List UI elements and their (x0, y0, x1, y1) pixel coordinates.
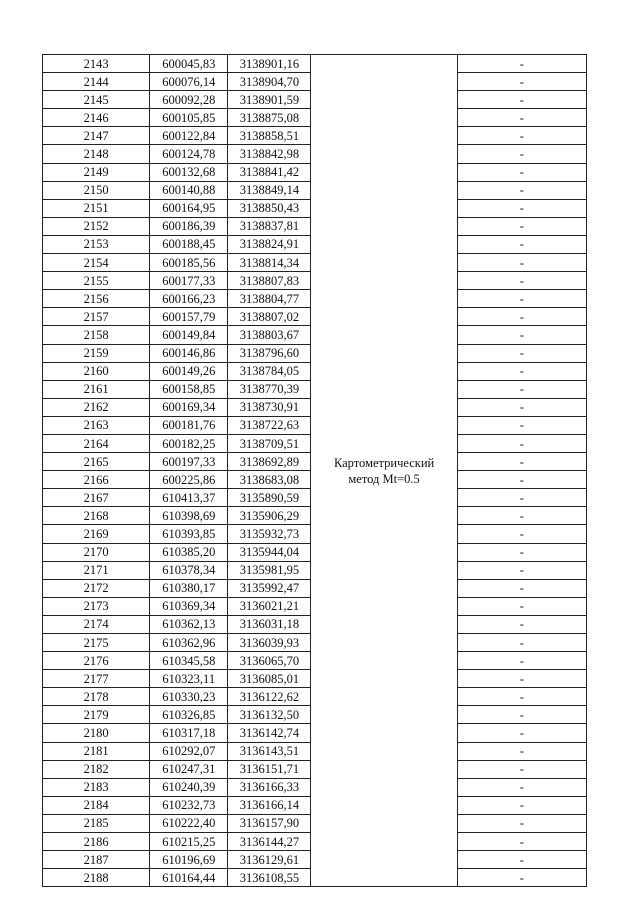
point-number-cell: 2163 (43, 416, 150, 434)
accuracy-cell: - (457, 778, 586, 796)
accuracy-cell: - (457, 181, 586, 199)
point-number-cell: 2143 (43, 55, 150, 73)
point-number-cell: 2154 (43, 254, 150, 272)
coordinate-x-cell: 610369,34 (150, 597, 228, 615)
coordinates-table-body (43, 55, 587, 887)
coordinate-x-cell: 610380,17 (150, 579, 228, 597)
accuracy-cell: - (457, 814, 586, 832)
coordinate-y-cell: 3136151,71 (228, 760, 311, 778)
coordinate-x-cell: 610247,31 (150, 760, 228, 778)
coordinate-y-cell: 3138803,67 (228, 326, 311, 344)
coordinate-x-cell: 610393,85 (150, 525, 228, 543)
coordinate-x-cell: 610196,69 (150, 851, 228, 869)
coordinate-y-cell: 3136108,55 (228, 869, 311, 887)
coordinate-x-cell: 610232,73 (150, 796, 228, 814)
point-number-cell: 2165 (43, 453, 150, 471)
point-number-cell: 2157 (43, 308, 150, 326)
coordinate-y-cell: 3138683,08 (228, 471, 311, 489)
point-number-cell: 2155 (43, 272, 150, 290)
point-number-cell: 2181 (43, 742, 150, 760)
point-number-cell: 2187 (43, 851, 150, 869)
coordinate-x-cell: 610398,69 (150, 507, 228, 525)
coordinate-y-cell: 3136132,50 (228, 706, 311, 724)
coordinate-x-cell: 600182,25 (150, 434, 228, 452)
coordinate-y-cell: 3136129,61 (228, 851, 311, 869)
point-number-cell: 2156 (43, 290, 150, 308)
coordinate-x-cell: 610317,18 (150, 724, 228, 742)
accuracy-cell: - (457, 742, 586, 760)
accuracy-cell: - (457, 851, 586, 869)
accuracy-cell: - (457, 597, 586, 615)
accuracy-cell: - (457, 471, 586, 489)
coordinate-x-cell: 600149,26 (150, 362, 228, 380)
coordinate-y-cell: 3136031,18 (228, 615, 311, 633)
coordinate-x-cell: 610240,39 (150, 778, 228, 796)
coordinate-y-cell: 3136142,74 (228, 724, 311, 742)
accuracy-cell: - (457, 688, 586, 706)
coordinate-x-cell: 600132,68 (150, 163, 228, 181)
coordinate-y-cell: 3138730,91 (228, 398, 311, 416)
coordinate-y-cell: 3136065,70 (228, 652, 311, 670)
point-number-cell: 2168 (43, 507, 150, 525)
point-number-cell: 2172 (43, 579, 150, 597)
accuracy-cell: - (457, 579, 586, 597)
coordinate-y-cell: 3138807,02 (228, 308, 311, 326)
coordinate-y-cell: 3138709,51 (228, 434, 311, 452)
point-number-cell: 2183 (43, 778, 150, 796)
accuracy-cell: - (457, 362, 586, 380)
coordinate-y-cell: 3138858,51 (228, 127, 311, 145)
point-number-cell: 2170 (43, 543, 150, 561)
point-number-cell: 2160 (43, 362, 150, 380)
accuracy-cell: - (457, 760, 586, 778)
point-number-cell: 2180 (43, 724, 150, 742)
coordinate-x-cell: 610215,25 (150, 833, 228, 851)
accuracy-cell: - (457, 272, 586, 290)
method-cell (311, 55, 457, 887)
accuracy-cell: - (457, 670, 586, 688)
coordinate-x-cell: 600105,85 (150, 109, 228, 127)
accuracy-cell: - (457, 525, 586, 543)
accuracy-cell: - (457, 489, 586, 507)
coordinate-x-cell: 600140,88 (150, 181, 228, 199)
coordinate-y-cell: 3138796,60 (228, 344, 311, 362)
accuracy-cell: - (457, 217, 586, 235)
coordinate-y-cell: 3135932,73 (228, 525, 311, 543)
coordinate-y-cell: 3136021,21 (228, 597, 311, 615)
point-number-cell: 2179 (43, 706, 150, 724)
coordinate-x-cell: 600158,85 (150, 380, 228, 398)
coordinate-x-cell: 600185,56 (150, 254, 228, 272)
coordinate-y-cell: 3138904,70 (228, 73, 311, 91)
coordinate-x-cell: 600092,28 (150, 91, 228, 109)
coordinate-x-cell: 610378,34 (150, 561, 228, 579)
accuracy-cell: - (457, 634, 586, 652)
point-number-cell: 2171 (43, 561, 150, 579)
coordinate-y-cell: 3138842,98 (228, 145, 311, 163)
accuracy-cell: - (457, 615, 586, 633)
coordinate-y-cell: 3135944,04 (228, 543, 311, 561)
point-number-cell: 2152 (43, 217, 150, 235)
point-number-cell: 2150 (43, 181, 150, 199)
point-number-cell: 2173 (43, 597, 150, 615)
point-number-cell: 2177 (43, 670, 150, 688)
coordinate-x-cell: 600045,83 (150, 55, 228, 73)
accuracy-cell: - (457, 73, 586, 91)
accuracy-cell: - (457, 163, 586, 181)
accuracy-cell: - (457, 55, 586, 73)
point-number-cell: 2144 (43, 73, 150, 91)
accuracy-cell: - (457, 326, 586, 344)
accuracy-cell: - (457, 398, 586, 416)
coordinate-x-cell: 610330,23 (150, 688, 228, 706)
point-number-cell: 2188 (43, 869, 150, 887)
coordinate-x-cell: 610362,96 (150, 634, 228, 652)
point-number-cell: 2161 (43, 380, 150, 398)
coordinate-y-cell: 3136122,62 (228, 688, 311, 706)
coordinate-x-cell: 600166,23 (150, 290, 228, 308)
coordinate-x-cell: 600188,45 (150, 235, 228, 253)
coordinate-y-cell: 3138804,77 (228, 290, 311, 308)
accuracy-cell: - (457, 308, 586, 326)
accuracy-cell: - (457, 380, 586, 398)
accuracy-cell: - (457, 290, 586, 308)
accuracy-cell: - (457, 199, 586, 217)
coordinate-x-cell: 610362,13 (150, 615, 228, 633)
accuracy-cell: - (457, 235, 586, 253)
coordinate-y-cell: 3136085,01 (228, 670, 311, 688)
accuracy-cell: - (457, 796, 586, 814)
point-number-cell: 2178 (43, 688, 150, 706)
coordinate-y-cell: 3138784,05 (228, 362, 311, 380)
accuracy-cell: - (457, 434, 586, 452)
accuracy-cell: - (457, 724, 586, 742)
point-number-cell: 2167 (43, 489, 150, 507)
point-number-cell: 2184 (43, 796, 150, 814)
coordinate-y-cell: 3136157,90 (228, 814, 311, 832)
method-label-line-1: Картометрический (333, 455, 435, 470)
coordinate-x-cell: 610326,85 (150, 706, 228, 724)
accuracy-cell: - (457, 507, 586, 525)
accuracy-cell: - (457, 561, 586, 579)
coordinate-x-cell: 600225,86 (150, 471, 228, 489)
coordinate-y-cell: 3138901,59 (228, 91, 311, 109)
accuracy-cell: - (457, 127, 586, 145)
coordinate-x-cell: 600169,34 (150, 398, 228, 416)
coordinate-y-cell: 3136166,33 (228, 778, 311, 796)
coordinate-y-cell: 3138824,91 (228, 235, 311, 253)
accuracy-cell: - (457, 254, 586, 272)
coordinate-x-cell: 600164,95 (150, 199, 228, 217)
point-number-cell: 2186 (43, 833, 150, 851)
point-number-cell: 2159 (43, 344, 150, 362)
method-label-line-2: метод Mt=0.5 (348, 471, 420, 486)
coordinate-x-cell: 600177,33 (150, 272, 228, 290)
point-number-cell: 2149 (43, 163, 150, 181)
coordinate-y-cell: 3138875,08 (228, 109, 311, 127)
coordinate-x-cell: 600076,14 (150, 73, 228, 91)
accuracy-cell: - (457, 652, 586, 670)
accuracy-cell: - (457, 344, 586, 362)
accuracy-cell: - (457, 145, 586, 163)
coordinate-y-cell: 3138901,16 (228, 55, 311, 73)
coordinate-y-cell: 3136039,93 (228, 634, 311, 652)
coordinate-y-cell: 3138841,42 (228, 163, 311, 181)
accuracy-cell: - (457, 833, 586, 851)
point-number-cell: 2162 (43, 398, 150, 416)
coordinate-y-cell: 3135906,29 (228, 507, 311, 525)
table-row (43, 55, 587, 73)
point-number-cell: 2145 (43, 91, 150, 109)
point-number-cell: 2176 (43, 652, 150, 670)
coordinate-x-cell: 600146,86 (150, 344, 228, 362)
point-number-cell: 2164 (43, 434, 150, 452)
coordinate-y-cell: 3138849,14 (228, 181, 311, 199)
point-number-cell: 2185 (43, 814, 150, 832)
coordinate-y-cell: 3136144,27 (228, 833, 311, 851)
coordinate-x-cell: 600124,78 (150, 145, 228, 163)
coordinate-y-cell: 3138814,34 (228, 254, 311, 272)
point-number-cell: 2158 (43, 326, 150, 344)
point-number-cell: 2166 (43, 471, 150, 489)
point-number-cell: 2174 (43, 615, 150, 633)
point-number-cell: 2148 (43, 145, 150, 163)
point-number-cell: 2182 (43, 760, 150, 778)
coordinate-y-cell: 3135981,95 (228, 561, 311, 579)
coordinate-x-cell: 610323,11 (150, 670, 228, 688)
accuracy-cell: - (457, 869, 586, 887)
coordinate-x-cell: 600157,79 (150, 308, 228, 326)
coordinate-x-cell: 610385,20 (150, 543, 228, 561)
point-number-cell: 2147 (43, 127, 150, 145)
coordinate-y-cell: 3136143,51 (228, 742, 311, 760)
point-number-cell: 2151 (43, 199, 150, 217)
point-number-cell: 2169 (43, 525, 150, 543)
accuracy-cell: - (457, 543, 586, 561)
coordinate-x-cell: 610222,40 (150, 814, 228, 832)
coordinate-x-cell: 600197,33 (150, 453, 228, 471)
point-number-cell: 2175 (43, 634, 150, 652)
point-number-cell: 2153 (43, 235, 150, 253)
coordinate-y-cell: 3138692,89 (228, 453, 311, 471)
coordinate-x-cell: 610292,07 (150, 742, 228, 760)
coordinate-x-cell: 610164,44 (150, 869, 228, 887)
coordinate-x-cell: 610413,37 (150, 489, 228, 507)
coordinates-table (42, 54, 587, 887)
coordinate-y-cell: 3138722,63 (228, 416, 311, 434)
accuracy-cell: - (457, 91, 586, 109)
coordinate-y-cell: 3135992,47 (228, 579, 311, 597)
accuracy-cell: - (457, 416, 586, 434)
accuracy-cell: - (457, 453, 586, 471)
coordinate-x-cell: 600181,76 (150, 416, 228, 434)
coordinate-y-cell: 3138850,43 (228, 199, 311, 217)
coordinate-y-cell: 3135890,59 (228, 489, 311, 507)
point-number-cell: 2146 (43, 109, 150, 127)
coordinate-y-cell: 3136166,14 (228, 796, 311, 814)
coordinate-x-cell: 610345,58 (150, 652, 228, 670)
coordinate-y-cell: 3138770,39 (228, 380, 311, 398)
coordinate-x-cell: 600186,39 (150, 217, 228, 235)
accuracy-cell: - (457, 706, 586, 724)
accuracy-cell: - (457, 109, 586, 127)
coordinate-x-cell: 600149,84 (150, 326, 228, 344)
coordinate-y-cell: 3138837,81 (228, 217, 311, 235)
coordinate-x-cell: 600122,84 (150, 127, 228, 145)
coordinate-y-cell: 3138807,83 (228, 272, 311, 290)
